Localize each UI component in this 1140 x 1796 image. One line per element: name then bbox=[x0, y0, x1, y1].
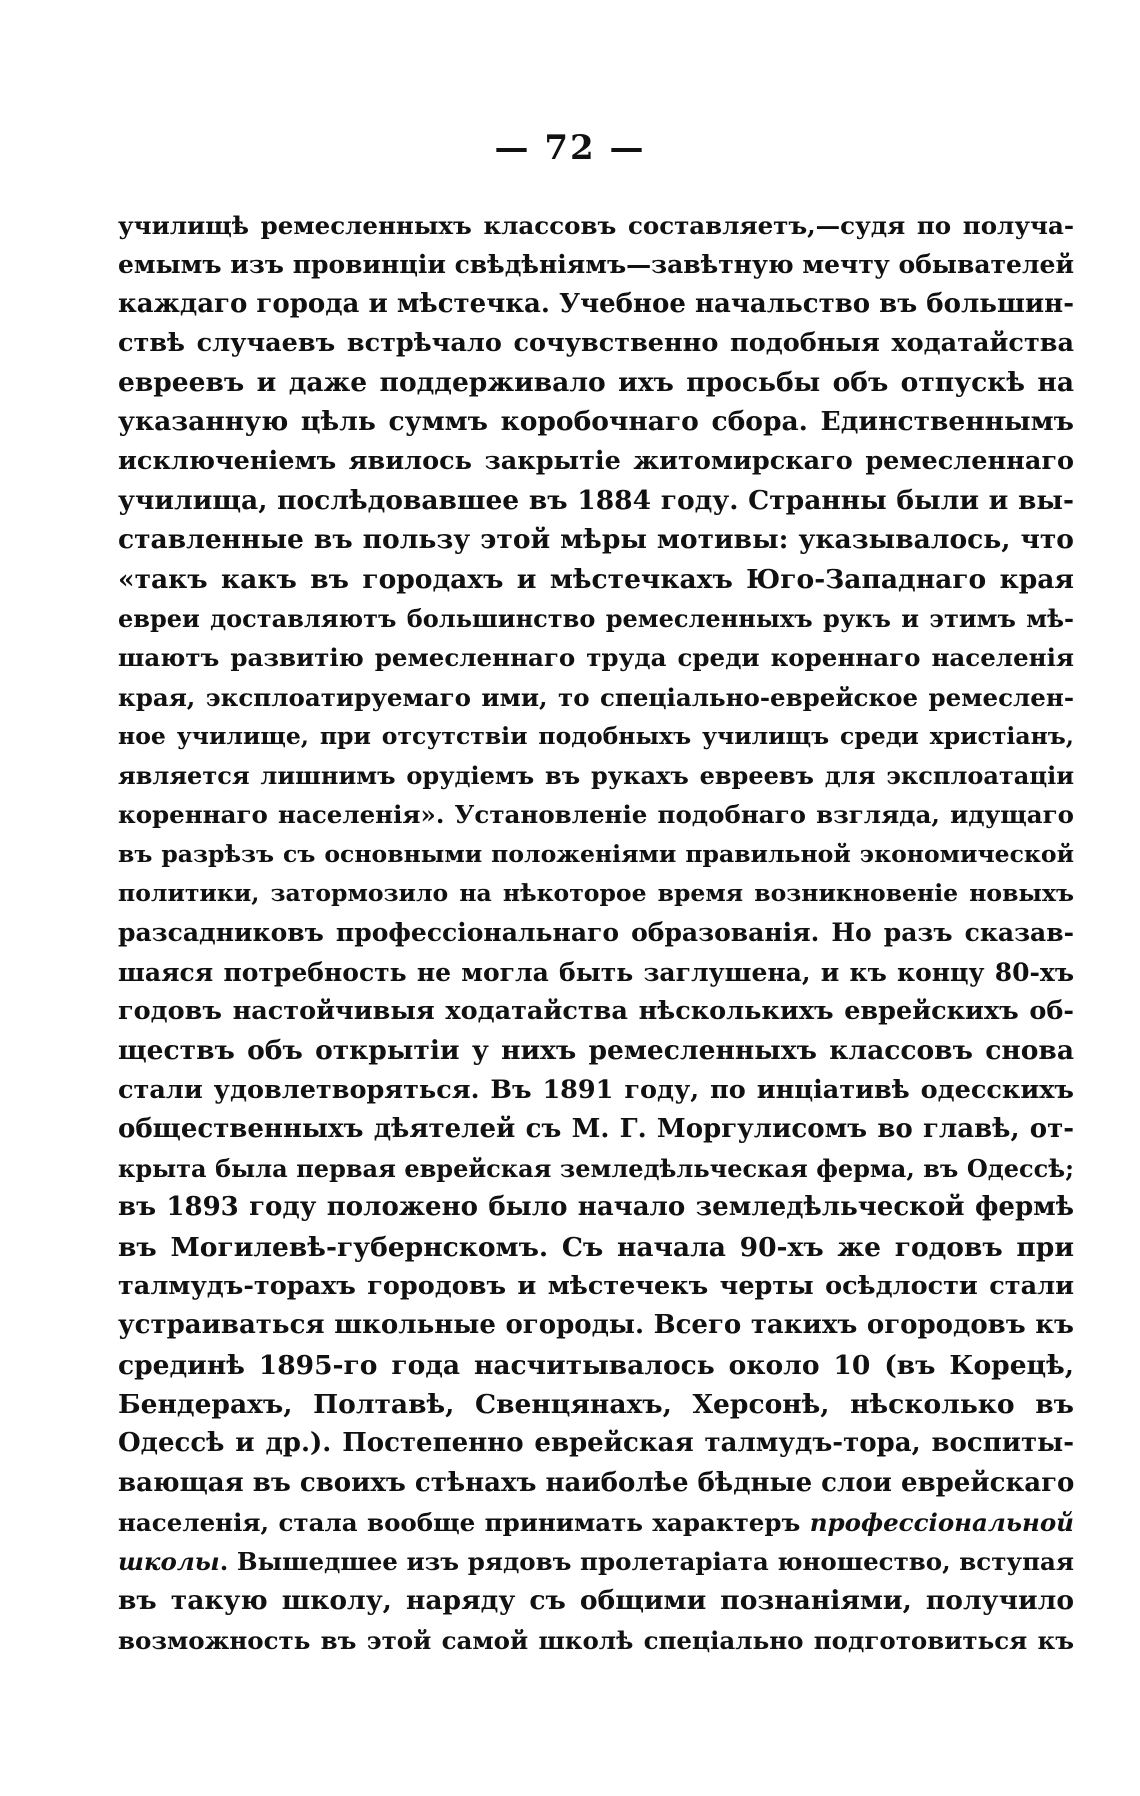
text-line: кореннаго населенія». Установленіе подобнаго взгляда, идущаго bbox=[118, 800, 1074, 830]
text-line: ствѣ случаевъ встрѣчало сочувственно подобныя ходатайства bbox=[118, 327, 1074, 358]
text-line: каждаго города и мѣстечка. Учебное начальство въ большин- bbox=[118, 288, 1074, 319]
text-line: указанную цѣль суммъ коробочнаго сбора. Единственнымъ bbox=[118, 406, 1074, 438]
page-number: — 72 — bbox=[494, 128, 646, 168]
text-line: возможность въ этой самой школѣ спеціально подготовиться къ bbox=[118, 1625, 1074, 1655]
text-line: шаютъ развитію ремесленнаго труда среди кореннаго населенія bbox=[118, 643, 1074, 673]
text-line: устраиваться школьные огороды. Всего такихъ огородовъ къ bbox=[118, 1310, 1074, 1341]
text-line: въ разрѣзъ съ основными положеніями правильной экономической bbox=[118, 839, 1074, 868]
text-line: въ такую школу, наряду съ общими познаніями, получило bbox=[118, 1585, 1074, 1617]
text-line-with-italic: школы. Вышедшее изъ рядовъ пролетаріата юношество, вступая bbox=[118, 1547, 1074, 1577]
text-line: является лишнимъ орудіемъ въ рукахъ евреевъ для эксплоатаціи bbox=[118, 761, 1074, 791]
text-line: исключеніемъ явилось закрытіе житомирскаго ремесленнаго bbox=[118, 445, 1074, 476]
text-line: Бендерахъ, Полтавѣ, Свенцянахъ, Херсонѣ, нѣсколько въ bbox=[118, 1388, 1074, 1420]
text-line: вающая въ своихъ стѣнахъ наиболѣе бѣдные слои еврейскаго bbox=[118, 1467, 1074, 1498]
text-line: въ 1893 году положено было начало земледѣльческой фермѣ bbox=[118, 1192, 1074, 1223]
italic-phrase: школы bbox=[118, 1547, 220, 1577]
text-line-with-italic: населенія, стала вообще принимать характеръ профессіональной bbox=[118, 1507, 1074, 1537]
text-line: стали удовлетворяться. Въ 1891 году, по инціативѣ одесскихъ bbox=[118, 1074, 1074, 1105]
text-line: емымъ изъ провинціи свѣдѣніямъ—завѣтную мечту обывателей bbox=[118, 250, 1074, 280]
text-line: «такъ какъ въ городахъ и мѣстечкахъ Юго-Западнаго края bbox=[118, 563, 1074, 595]
text-line: края, эксплоатируемаго ими, то спеціально-еврейское ремеслен- bbox=[118, 682, 1074, 712]
text-line: училища, послѣдовавшее въ 1884 году. Странны были и вы- bbox=[118, 485, 1074, 517]
text-line: шаяся потребность не могла быть заглушена, и къ концу 80-хъ bbox=[118, 957, 1074, 987]
text-line: разсадниковъ профессіональнаго образованія. Но разъ сказав- bbox=[118, 918, 1074, 948]
italic-phrase: профессіональной bbox=[809, 1507, 1074, 1537]
text-line: ставленные въ пользу этой мѣры мотивы: указывалось, что bbox=[118, 524, 1074, 556]
text-line: годовъ настойчивыя ходатайства нѣсколькихъ еврейскихъ об- bbox=[118, 995, 1074, 1026]
text-line: ное училище, при отсутствіи подобныхъ училищъ среди христіанъ, bbox=[118, 721, 1074, 750]
text-line: ществъ объ открытіи у нихъ ремесленныхъ классовъ снова bbox=[118, 1035, 1074, 1067]
text-line: евреи доставляютъ большинство ремесленныхъ рукъ и этимъ мѣ- bbox=[118, 603, 1074, 633]
body-text bbox=[118, 206, 1074, 1660]
text-line: срединѣ 1895-го года насчитывалось около 10 (въ Корецѣ, bbox=[118, 1349, 1074, 1381]
text-line: талмудъ-торахъ городовъ и мѣстечекъ черты осѣдлости стали bbox=[118, 1271, 1074, 1302]
text-line: евреевъ и даже поддерживало ихъ просьбы объ отпускѣ на bbox=[118, 367, 1074, 399]
text-line: Одессѣ и др.). Постепенно еврейская талмудъ-тора, воспиты- bbox=[118, 1428, 1074, 1459]
text-line: политики, затормозило на нѣкоторое время возникновеніе новыхъ bbox=[118, 879, 1074, 908]
text-line: въ Могилевѣ-губернскомъ. Съ начала 90-хъ же годовъ при bbox=[118, 1231, 1074, 1263]
text-line: училищѣ ремесленныхъ классовъ составляетъ,—судя по получа- bbox=[118, 211, 1074, 240]
text-line: общественныхъ дѣятелей съ М. Г. Моргулисомъ во главѣ, от- bbox=[118, 1113, 1074, 1144]
text-line: крыта была первая еврейская земледѣльческая ферма, въ Одессѣ; bbox=[118, 1154, 1074, 1184]
